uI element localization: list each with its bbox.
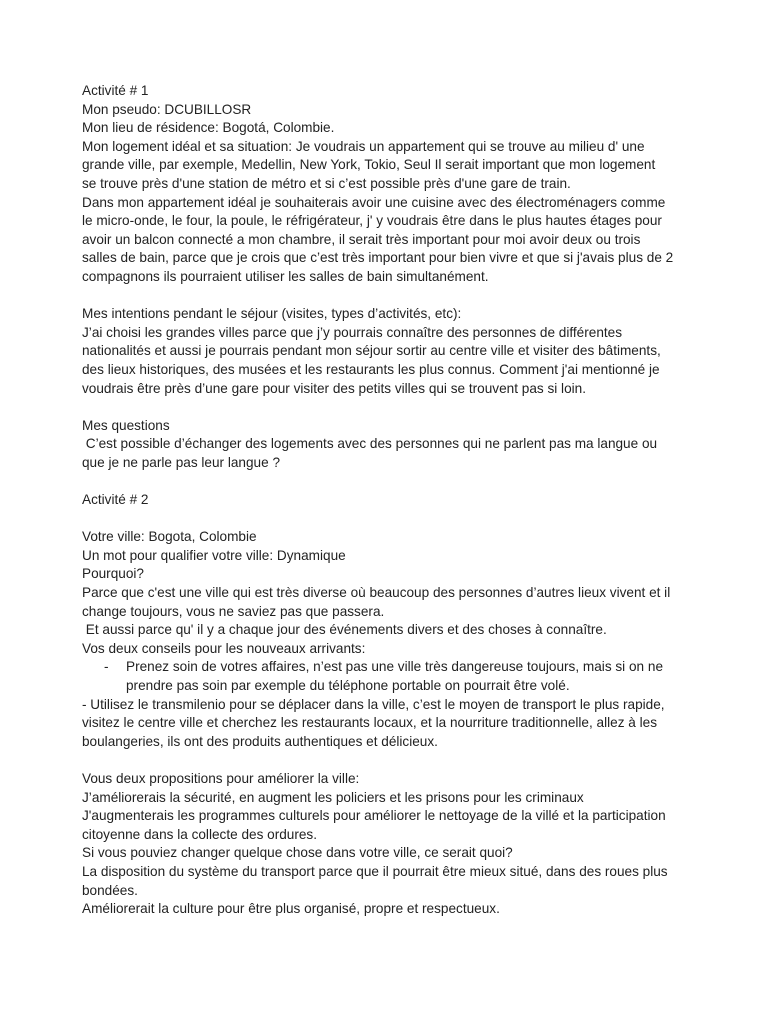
paragraph-line: des lieux historiques, des musées et les restaurants les plus connus. Comment j'ai mentionné je: [82, 361, 660, 377]
questions-paragraph: [82, 417, 692, 473]
paragraph-line: Si vous pouviez changer quelque chose dans votre ville, ce serait quoi?: [82, 845, 513, 861]
conseils-heading: Vos deux conseils pour les nouveaux arrivants:: [82, 640, 366, 656]
paragraph-line: que je ne parle pas leur langue ?: [82, 454, 281, 470]
paragraph-line: C’est possible d’échanger des logements avec des personnes qui ne parlent pas ma langue ou: [82, 436, 658, 452]
conseil-2-paragraph: [82, 696, 692, 752]
ville-line: Votre ville: Bogota, Colombie: [82, 529, 257, 545]
spacer: [82, 472, 692, 491]
spacer: [82, 510, 692, 529]
activity-2-heading: Activité # 2: [82, 492, 149, 508]
paragraph-line: Améliorerait la culture pour être plus organisé, propre et respectueux.: [82, 901, 500, 917]
paragraph-line: boulangeries, ils ont des produits authentiques et délicieux.: [82, 733, 438, 749]
propositions-paragraph: [82, 770, 692, 919]
paragraph-line: La disposition du système du transport parce que il pourrait être mieux situé, dans des roues plus: [82, 863, 668, 879]
residence-line: Mon lieu de résidence: Bogotá, Colombie.: [82, 120, 335, 136]
spacer: [82, 287, 692, 306]
paragraph-line: change toujours, vous ne saviez pas que passera.: [82, 603, 385, 619]
paragraph-line: Dans mon appartement idéal je souhaiterais avoir une cuisine avec des électroménagers comme: [82, 194, 666, 210]
paragraph-line: Parce que c'est une ville qui est très diverse où beaucoup des personnes d’autres lieux vivent et il: [82, 585, 671, 601]
paragraph-line: avoir un balcon connecté a mon chambre, il serait très important pour moi avoir deux ou trois: [82, 231, 641, 247]
qualifier-line: Un mot pour qualifier votre ville: Dynamique: [82, 547, 346, 563]
paragraph-line: - Utilisez le transmilenio pour se déplacer dans la ville, c’est le moyen de transport le plus rapide,: [82, 696, 665, 712]
paragraph-line: salles de bain, parce que je crois que c’est très important pour bien vivre et que si j'avais plus de 2: [82, 250, 674, 266]
paragraph-line: J'augmenterais les programmes culturels pour améliorer le nettoyage de la villé et la participation: [82, 808, 666, 824]
document-page: [82, 82, 692, 919]
paragraph-line: se trouve près d'une station de métro et si c’est possible près d'une gare de train.: [82, 175, 571, 191]
pourquoi-line: Pourquoi?: [82, 566, 144, 582]
paragraph-line: nationalités et aussi je pourrais pendant mon séjour sortir au centre ville et visiter des bâtiments,: [82, 343, 661, 359]
list-item-text: prendre pas soin par exemple du téléphone portable on pourrait être volé.: [126, 678, 570, 693]
spacer: [82, 751, 692, 770]
questions-heading: Mes questions: [82, 417, 170, 433]
intentions-paragraph: [82, 305, 692, 398]
paragraph-line: visitez le centre ville et cherchez les restaurants locaux, et la nourriture traditionnelle, allez à les: [82, 715, 657, 731]
ville-paragraph: [82, 528, 692, 658]
paragraph-line: J’ai choisi les grandes villes parce que j’y pourrais connaître des personnes de différentes: [82, 324, 623, 340]
paragraph-line: Mon logement idéal et sa situation: Je voudrais un appartement qui se trouve au milieu d' une: [82, 138, 645, 154]
paragraph-line: bondées.: [82, 882, 138, 898]
conseil-list-item: [82, 658, 692, 695]
activity-1-heading: Activité # 1: [82, 83, 149, 98]
intentions-heading: Mes intentions pendant le séjour (visites, types d’activités, etc):: [82, 306, 462, 322]
paragraph-line: voudrais être près d’une gare pour visiter des petits villes qui se trouvent pas si loin.: [82, 380, 586, 396]
list-dash: -: [104, 659, 109, 675]
paragraph-line: J’améliorerais la sécurité, en augment les policiers et les prisons pour les criminaux: [82, 789, 584, 805]
paragraph-line: le micro-onde, le four, la poule, le réfrigérateur, j' y voudrais être dans le plus hautes étages pour: [82, 213, 662, 229]
paragraph-line: Et aussi parce qu' il y a chaque jour des événements divers et des choses à connaître.: [82, 622, 607, 638]
paragraph-line: compagnons ils pourraient utiliser les salles de bain simultanément.: [82, 268, 489, 284]
propositions-heading: Vous deux propositions pour améliorer la ville:: [82, 770, 360, 786]
paragraph-line: citoyenne dans la collecte des ordures.: [82, 826, 318, 842]
paragraph-line: grande ville, par exemple, Medellin, New York, Tokio, Seul Il serait important que mon logement: [82, 157, 656, 173]
pseudo-line: Mon pseudo: DCUBILLOSR: [82, 101, 252, 117]
spacer: [82, 398, 692, 417]
logement-paragraph: [82, 138, 692, 287]
list-item-text: Prenez soin de votres affaires, n’est pas une ville très dangereuse toujours, mais si on ne: [126, 659, 663, 675]
